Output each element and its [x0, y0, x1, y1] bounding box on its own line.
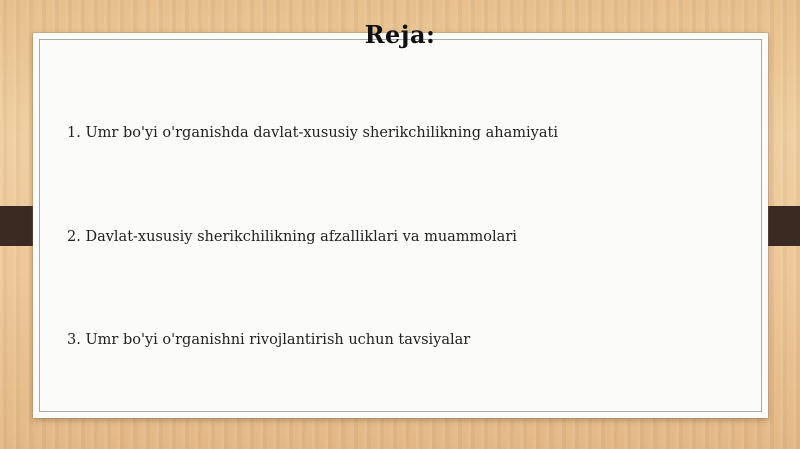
- plan-item-2: 2. Davlat-xususiy sherikchilikning afzalliklari va muammolari: [67, 229, 517, 245]
- slide-inner-frame: [39, 39, 762, 412]
- slide-title: Reja:: [364, 20, 436, 49]
- plan-item-1: 1. Umr bo'yi o'rganishda davlat-xususiy sherikchilikning ahamiyati: [67, 125, 558, 141]
- plan-item-3: 3. Umr bo'yi o'rganishni rivojlantirish uchun tavsiyalar: [67, 332, 471, 348]
- slide-paper: [33, 33, 768, 418]
